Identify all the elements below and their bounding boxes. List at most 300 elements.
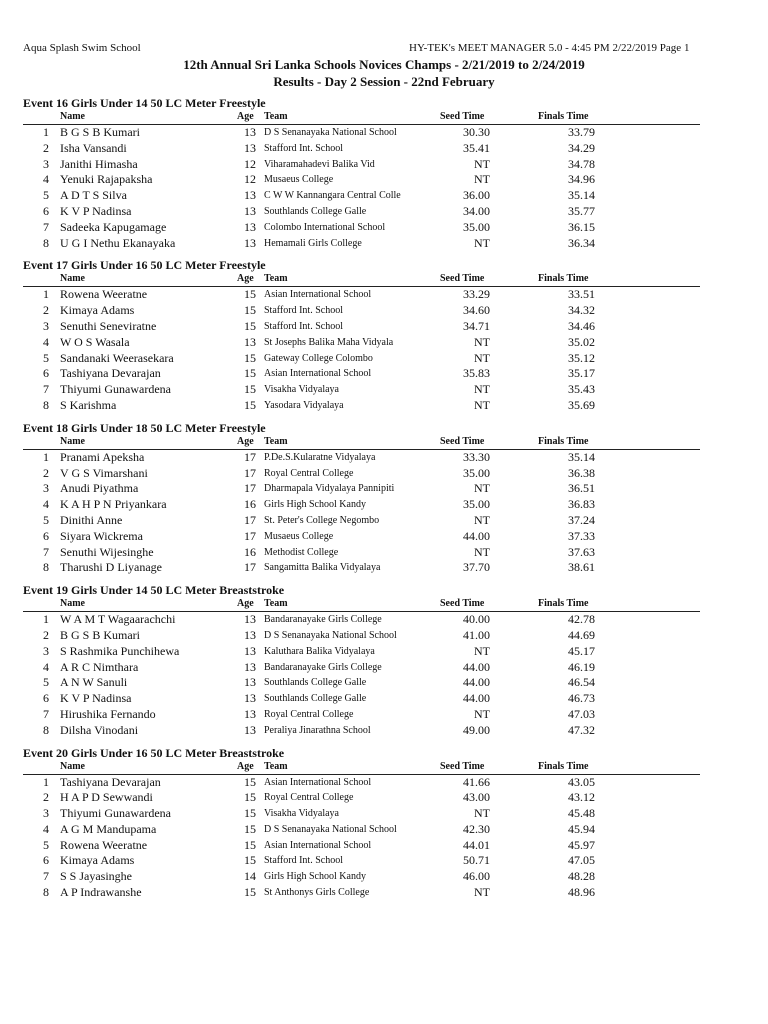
team-name: Colombo International School xyxy=(264,221,386,233)
result-row xyxy=(0,351,768,367)
seed-time: 35.00 xyxy=(463,219,490,234)
column-header-age: Age xyxy=(237,435,254,447)
place: 1 xyxy=(43,287,49,302)
event-section xyxy=(0,95,768,251)
swimmer-age: 14 xyxy=(244,869,256,884)
column-header-seed-time: Seed Time xyxy=(440,111,485,122)
result-row xyxy=(0,382,768,398)
result-row xyxy=(0,806,768,822)
result-row xyxy=(0,612,768,628)
seed-time: 44.00 xyxy=(463,528,490,543)
swimmer-age: 15 xyxy=(244,837,256,852)
swimmer-age: 13 xyxy=(244,203,256,218)
place: 8 xyxy=(43,235,49,250)
seed-time: 50.71 xyxy=(463,853,490,868)
result-row xyxy=(0,319,768,335)
swimmer-age: 13 xyxy=(244,706,256,721)
finals-time: 46.54 xyxy=(568,675,595,690)
swimmer-name: Thiyumi Gunawardena xyxy=(60,806,171,821)
result-row xyxy=(0,707,768,723)
seed-time: 43.00 xyxy=(463,790,490,805)
finals-time: 48.96 xyxy=(568,885,595,900)
seed-time: 34.60 xyxy=(463,303,490,318)
result-row xyxy=(0,885,768,901)
seed-time: NT xyxy=(474,397,490,412)
swimmer-age: 16 xyxy=(244,497,256,512)
finals-time: 35.14 xyxy=(568,449,595,464)
column-header-team: Team xyxy=(264,435,288,447)
column-header-finals-time: Finals Time xyxy=(538,111,589,122)
swimmer-name: Senuthi Wijesinghe xyxy=(60,544,154,559)
place: 7 xyxy=(43,544,49,559)
team-name: Southlands College Galle xyxy=(264,205,367,217)
swimmer-age: 17 xyxy=(244,481,256,496)
place: 2 xyxy=(43,465,49,480)
swimmer-name: A P Indrawanshe xyxy=(60,885,142,900)
swimmer-name: H A P D Sewwandi xyxy=(60,790,153,805)
team-name: Viharamahadevi Balika Vid xyxy=(264,158,375,170)
place: 4 xyxy=(43,821,49,836)
place: 7 xyxy=(43,706,49,721)
result-row xyxy=(0,141,768,157)
swimmer-name: Dinithi Anne xyxy=(60,512,123,527)
finals-time: 35.69 xyxy=(568,397,595,412)
seed-time: 44.01 xyxy=(463,837,490,852)
finals-time: 34.29 xyxy=(568,140,595,155)
swimmer-age: 15 xyxy=(244,790,256,805)
finals-time: 37.63 xyxy=(568,544,595,559)
column-header-row xyxy=(23,436,700,450)
swimmer-name: Janithi Himasha xyxy=(60,156,138,171)
swimmer-age: 13 xyxy=(244,140,256,155)
column-header-name: Name xyxy=(60,435,85,447)
team-name: Musaeus College xyxy=(264,174,334,186)
swimmer-age: 13 xyxy=(244,235,256,250)
place: 6 xyxy=(43,528,49,543)
seed-time: 33.29 xyxy=(463,287,490,302)
team-name: Visakha Vidyalaya xyxy=(264,384,339,396)
column-header-seed-time: Seed Time xyxy=(440,273,485,285)
swimmer-name: Rowena Weeratne xyxy=(60,287,148,302)
swimmer-age: 17 xyxy=(244,512,256,527)
swimmer-name: Hirushika Fernando xyxy=(60,706,156,721)
finals-time: 37.24 xyxy=(568,512,595,527)
place: 7 xyxy=(43,219,49,234)
column-header-row xyxy=(23,111,700,125)
swimmer-age: 15 xyxy=(244,821,256,836)
result-row xyxy=(0,660,768,676)
event-section xyxy=(0,745,768,901)
team-name: St Josephs Balika Maha Vidyala xyxy=(264,336,394,348)
finals-time: 35.17 xyxy=(568,366,595,381)
results-list xyxy=(0,95,768,907)
place: 6 xyxy=(43,853,49,868)
place: 8 xyxy=(43,885,49,900)
result-row xyxy=(0,628,768,644)
finals-time: 36.34 xyxy=(568,235,595,250)
finals-time: 36.83 xyxy=(568,497,595,512)
place: 3 xyxy=(43,643,49,658)
swimmer-age: 12 xyxy=(244,156,256,171)
swimmer-age: 13 xyxy=(244,219,256,234)
place: 2 xyxy=(43,627,49,642)
result-row xyxy=(0,529,768,545)
swimmer-name: Siyara Wickrema xyxy=(60,528,143,543)
swimmer-name: Tharushi D Liyanage xyxy=(60,560,162,575)
place: 4 xyxy=(43,497,49,512)
column-header-finals-time: Finals Time xyxy=(538,598,589,610)
place: 6 xyxy=(43,691,49,706)
team-name: Peraliya Jinarathna School xyxy=(264,724,371,736)
result-row xyxy=(0,335,768,351)
place: 5 xyxy=(43,837,49,852)
seed-time: 36.00 xyxy=(463,188,490,203)
swimmer-age: 15 xyxy=(244,303,256,318)
place: 6 xyxy=(43,366,49,381)
swimmer-name: K A H P N Priyankara xyxy=(60,497,167,512)
column-header-name: Name xyxy=(60,111,85,122)
column-header-row xyxy=(23,273,700,287)
result-row xyxy=(0,838,768,854)
swimmer-name: Thiyumi Gunawardena xyxy=(60,382,171,397)
result-row xyxy=(0,853,768,869)
team-name: Stafford Int. School xyxy=(264,855,343,867)
column-header-row xyxy=(23,598,700,612)
place: 4 xyxy=(43,334,49,349)
result-rows xyxy=(0,612,768,738)
place: 7 xyxy=(43,869,49,884)
team-name: Musaeus College xyxy=(264,530,334,542)
team-name: Sangamitta Balika Vidyalaya xyxy=(264,562,381,574)
event-title: Event 18 Girls Under 18 50 LC Meter Freestyle xyxy=(23,420,266,435)
team-name: Asian International School xyxy=(264,776,372,788)
event-title: Event 16 Girls Under 14 50 LC Meter Freestyle xyxy=(23,96,266,110)
seed-time: NT xyxy=(474,806,490,821)
column-header-seed-time: Seed Time xyxy=(440,598,485,610)
seed-time: 41.00 xyxy=(463,627,490,642)
swimmer-age: 15 xyxy=(244,350,256,365)
swimmer-age: 17 xyxy=(244,465,256,480)
finals-time: 33.79 xyxy=(568,125,595,139)
place: 2 xyxy=(43,140,49,155)
result-row xyxy=(0,497,768,513)
meet-title: 12th Annual Sri Lanka Schools Novices Champs - 2/21/2019 to 2/24/2019 xyxy=(183,57,585,72)
swimmer-age: 13 xyxy=(244,627,256,642)
finals-time: 45.97 xyxy=(568,837,595,852)
place: 6 xyxy=(43,203,49,218)
seed-time: 34.71 xyxy=(463,318,490,333)
swimmer-name: Sandanaki Weerasekara xyxy=(60,350,174,365)
swimmer-age: 15 xyxy=(244,382,256,397)
seed-time: NT xyxy=(474,643,490,658)
column-header-row xyxy=(23,761,700,775)
swimmer-age: 16 xyxy=(244,544,256,559)
swimmer-name: W O S Wasala xyxy=(60,334,130,349)
swimmer-age: 17 xyxy=(244,449,256,464)
finals-time: 37.33 xyxy=(568,528,595,543)
seed-time: 37.70 xyxy=(463,560,490,575)
swimmer-name: U G I Nethu Ekanayaka xyxy=(60,235,176,250)
seed-time: 35.83 xyxy=(463,366,490,381)
seed-time: NT xyxy=(474,350,490,365)
software-info: HY-TEK's MEET MANAGER 5.0 - 4:45 PM 2/22/2019 Page 1 xyxy=(409,42,690,54)
column-header-name: Name xyxy=(60,760,85,772)
seed-time: 34.00 xyxy=(463,203,490,218)
result-row xyxy=(0,204,768,220)
swimmer-name: Tashiyana Devarajan xyxy=(60,366,161,381)
finals-time: 44.69 xyxy=(568,627,595,642)
swimmer-name: Tashiyana Devarajan xyxy=(60,774,161,789)
column-header-team: Team xyxy=(264,273,288,285)
finals-time: 47.32 xyxy=(568,722,595,737)
team-name: Hemamali Girls College xyxy=(264,237,362,249)
result-row xyxy=(0,513,768,529)
swimmer-age: 13 xyxy=(244,612,256,627)
team-name: Stafford Int. School xyxy=(264,142,343,154)
swimmer-age: 15 xyxy=(244,885,256,900)
result-row xyxy=(0,869,768,885)
finals-time: 47.03 xyxy=(568,706,595,721)
event-section xyxy=(0,582,768,738)
result-row xyxy=(0,220,768,236)
finals-time: 42.78 xyxy=(568,612,595,627)
seed-time: 49.00 xyxy=(463,722,490,737)
swimmer-name: Kimaya Adams xyxy=(60,853,135,868)
event-title: Event 19 Girls Under 14 50 LC Meter Breaststroke xyxy=(23,583,285,598)
column-header-age: Age xyxy=(237,598,254,610)
swimmer-age: 15 xyxy=(244,853,256,868)
column-header-finals-time: Finals Time xyxy=(538,760,589,772)
column-header-seed-time: Seed Time xyxy=(440,760,485,772)
result-row xyxy=(0,560,768,576)
finals-time: 45.17 xyxy=(568,643,595,658)
seed-time: NT xyxy=(474,706,490,721)
column-header-age: Age xyxy=(237,273,254,285)
place: 8 xyxy=(43,397,49,412)
event-section xyxy=(0,257,768,413)
swimmer-name: A G M Mandupama xyxy=(60,821,157,836)
finals-time: 36.15 xyxy=(568,219,595,234)
result-row xyxy=(0,466,768,482)
team-name: Royal Central College xyxy=(264,708,354,720)
place: 5 xyxy=(43,188,49,203)
column-header-team: Team xyxy=(264,111,288,122)
team-name: Gateway College Colombo xyxy=(264,352,373,364)
swimmer-name: Sadeeka Kapugamage xyxy=(60,219,167,234)
seed-time: 35.00 xyxy=(463,497,490,512)
swimmer-name: S Karishma xyxy=(60,397,117,412)
place: 8 xyxy=(43,722,49,737)
result-rows xyxy=(0,775,768,901)
swimmer-age: 17 xyxy=(244,560,256,575)
seed-time: 44.00 xyxy=(463,691,490,706)
result-row xyxy=(0,398,768,414)
swimmer-age: 15 xyxy=(244,806,256,821)
place: 3 xyxy=(43,318,49,333)
team-name: Yasodara Vidyalaya xyxy=(264,399,344,411)
place: 3 xyxy=(43,156,49,171)
team-name: Bandaranayake Girls College xyxy=(264,614,382,626)
seed-time: 46.00 xyxy=(463,869,490,884)
team-name: D S Senanayaka National School xyxy=(264,127,397,138)
column-header-finals-time: Finals Time xyxy=(538,435,589,447)
swimmer-name: Anudi Piyathma xyxy=(60,481,139,496)
swimmer-age: 15 xyxy=(244,774,256,789)
team-name: Asian International School xyxy=(264,289,372,301)
result-row xyxy=(0,236,768,252)
finals-time: 48.28 xyxy=(568,869,595,884)
swimmer-age: 13 xyxy=(244,675,256,690)
team-name: Royal Central College xyxy=(264,467,354,479)
seed-time: 30.30 xyxy=(463,125,490,139)
swimmer-age: 15 xyxy=(244,366,256,381)
swimmer-age: 13 xyxy=(244,722,256,737)
place: 2 xyxy=(43,790,49,805)
swimmer-name: Pranami Apeksha xyxy=(60,449,145,464)
swimmer-name: Rowena Weeratne xyxy=(60,837,148,852)
seed-time: 33.30 xyxy=(463,449,490,464)
finals-time: 34.96 xyxy=(568,172,595,187)
column-header-team: Team xyxy=(264,598,288,610)
swimmer-name: Yenuki Rajapaksha xyxy=(60,172,153,187)
seed-time: 35.00 xyxy=(463,465,490,480)
seed-time: NT xyxy=(474,156,490,171)
team-name: Bandaranayake Girls College xyxy=(264,661,382,673)
team-name: Asian International School xyxy=(264,839,372,851)
column-header-age: Age xyxy=(237,111,254,122)
swimmer-name: A D T S Silva xyxy=(60,188,127,203)
place: 1 xyxy=(43,449,49,464)
team-name: Girls High School Kandy xyxy=(264,499,366,511)
column-header-age: Age xyxy=(237,760,254,772)
finals-time: 46.73 xyxy=(568,691,595,706)
event-section xyxy=(0,420,768,576)
finals-time: 47.05 xyxy=(568,853,595,868)
event-title: Event 17 Girls Under 16 50 LC Meter Freestyle xyxy=(23,258,266,273)
column-header-name: Name xyxy=(60,273,85,285)
result-row xyxy=(0,775,768,791)
swimmer-name: S S Jayasinghe xyxy=(60,869,132,884)
swimmer-name: K V P Nadinsa xyxy=(60,691,132,706)
result-row xyxy=(0,790,768,806)
column-header-finals-time: Finals Time xyxy=(538,273,589,285)
finals-time: 43.05 xyxy=(568,774,595,789)
team-name: St Anthonys Girls College xyxy=(264,887,370,899)
finals-time: 36.51 xyxy=(568,481,595,496)
session-subtitle: Results - Day 2 Session - 22nd February xyxy=(273,74,495,89)
place: 5 xyxy=(43,675,49,690)
team-name: C W W Kannangara Central Colle xyxy=(264,190,401,202)
finals-time: 45.48 xyxy=(568,806,595,821)
place: 1 xyxy=(43,774,49,789)
seed-time: NT xyxy=(474,172,490,187)
column-header-team: Team xyxy=(264,760,288,772)
organization-name: Aqua Splash Swim School xyxy=(23,42,141,54)
place: 1 xyxy=(43,612,49,627)
finals-time: 34.78 xyxy=(568,156,595,171)
column-header-seed-time: Seed Time xyxy=(440,435,485,447)
team-name: P.De.S.Kularatne Vidyalaya xyxy=(264,451,376,463)
finals-time: 45.94 xyxy=(568,821,595,836)
swimmer-age: 15 xyxy=(244,318,256,333)
swimmer-age: 13 xyxy=(244,125,256,139)
swimmer-age: 17 xyxy=(244,528,256,543)
team-name: Dharmapala Vidyalaya Pannipiti xyxy=(264,483,395,495)
swimmer-age: 15 xyxy=(244,397,256,412)
place: 3 xyxy=(43,481,49,496)
seed-time: NT xyxy=(474,544,490,559)
team-name: Southlands College Galle xyxy=(264,677,367,689)
result-row xyxy=(0,450,768,466)
result-row xyxy=(0,644,768,660)
result-row xyxy=(0,481,768,497)
team-name: Royal Central College xyxy=(264,792,354,804)
result-rows xyxy=(0,125,768,251)
finals-time: 43.12 xyxy=(568,790,595,805)
result-rows xyxy=(0,450,768,576)
result-row xyxy=(0,287,768,303)
seed-time: NT xyxy=(474,235,490,250)
result-row xyxy=(0,675,768,691)
swimmer-name: A R C Nimthara xyxy=(60,659,139,674)
finals-time: 35.02 xyxy=(568,334,595,349)
swimmer-name: A N W Sanuli xyxy=(60,675,128,690)
swimmer-age: 13 xyxy=(244,643,256,658)
swimmer-name: Dilsha Vinodani xyxy=(60,722,139,737)
seed-time: NT xyxy=(474,382,490,397)
team-name: Southlands College Galle xyxy=(264,693,367,705)
seed-time: NT xyxy=(474,512,490,527)
finals-time: 34.32 xyxy=(568,303,595,318)
swimmer-name: K V P Nadinsa xyxy=(60,203,132,218)
event-title: Event 20 Girls Under 16 50 LC Meter Breaststroke xyxy=(23,745,285,760)
finals-time: 35.12 xyxy=(568,350,595,365)
team-name: Asian International School xyxy=(264,368,372,380)
place: 1 xyxy=(43,125,49,139)
place: 8 xyxy=(43,560,49,575)
finals-time: 38.61 xyxy=(568,560,595,575)
swimmer-name: S Rashmika Punchihewa xyxy=(60,643,180,658)
result-row xyxy=(0,545,768,561)
team-name: Visakha Vidyalaya xyxy=(264,808,339,820)
seed-time: 44.00 xyxy=(463,675,490,690)
result-row xyxy=(0,822,768,838)
column-header-name: Name xyxy=(60,598,85,610)
team-name: Kaluthara Balika Vidyalaya xyxy=(264,645,375,657)
swimmer-name: B G S B Kumari xyxy=(60,627,141,642)
swimmer-name: Isha Vansandi xyxy=(60,140,127,155)
place: 5 xyxy=(43,512,49,527)
seed-time: NT xyxy=(474,481,490,496)
swimmer-age: 15 xyxy=(244,287,256,302)
place: 4 xyxy=(43,172,49,187)
seed-time: NT xyxy=(474,334,490,349)
team-name: Stafford Int. School xyxy=(264,305,343,317)
team-name: St. Peter's College Negombo xyxy=(264,514,380,526)
place: 2 xyxy=(43,303,49,318)
swimmer-name: V G S Vimarshani xyxy=(60,465,148,480)
team-name: Girls High School Kandy xyxy=(264,871,366,883)
result-rows xyxy=(0,287,768,413)
finals-time: 46.19 xyxy=(568,659,595,674)
swimmer-age: 13 xyxy=(244,659,256,674)
result-row xyxy=(0,366,768,382)
team-name: Stafford Int. School xyxy=(264,320,343,332)
finals-time: 35.43 xyxy=(568,382,595,397)
result-row xyxy=(0,303,768,319)
finals-time: 33.51 xyxy=(568,287,595,302)
finals-time: 36.38 xyxy=(568,465,595,480)
